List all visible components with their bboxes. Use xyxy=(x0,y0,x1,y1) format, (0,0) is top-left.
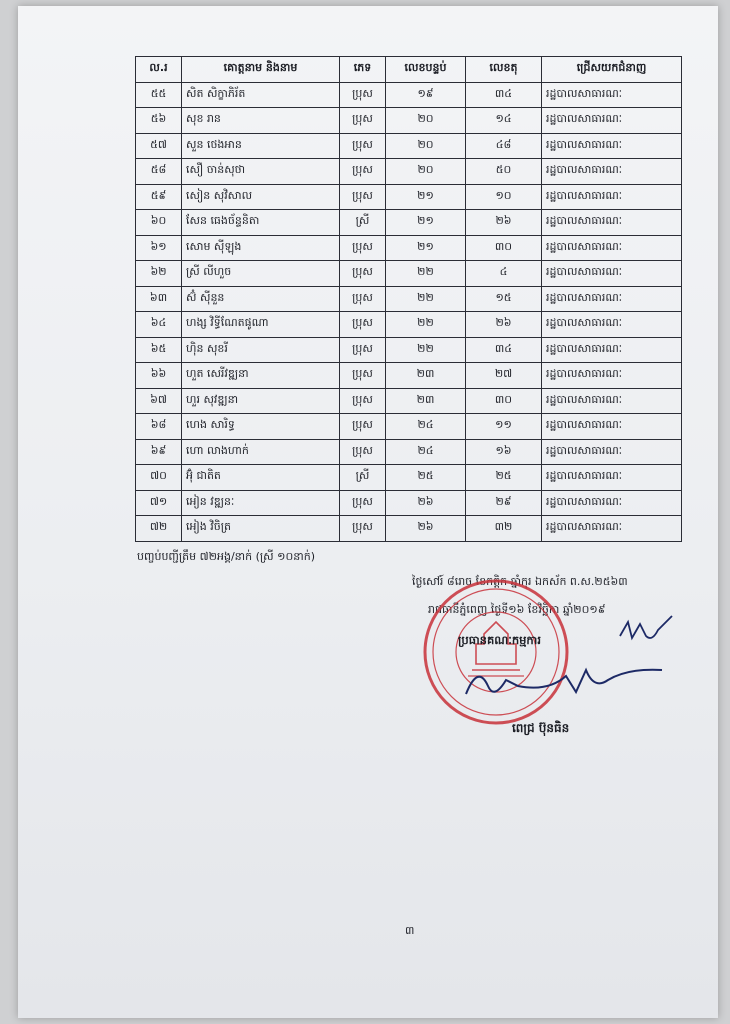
cell-no: ៦៨ xyxy=(136,414,182,440)
cell-room: ២១ xyxy=(386,235,466,261)
initial-signature xyxy=(616,612,676,646)
document-page xyxy=(18,6,718,1018)
cell-name: ហួរ សុវឌ្ឍនា xyxy=(182,388,340,414)
cell-desk: ២៦ xyxy=(466,312,542,338)
cell-name: អ៊ុំ ជាតិត xyxy=(182,465,340,491)
cell-major: រដ្ឋបាលសាធារណៈ xyxy=(542,363,682,389)
cell-major: រដ្ឋបាលសាធារណៈ xyxy=(542,465,682,491)
date-lunar: ថ្ងៃសៅរ៍ ៨រោច ខែកត្តិក ឆ្នាំកុរ ឯកស័ក ព.ស.២៥៦៣ xyxy=(412,575,628,588)
signer-title: ប្រធានគណៈកម្មការ xyxy=(458,633,542,647)
cell-no: ៥៦ xyxy=(136,108,182,134)
cell-room: ២០ xyxy=(386,159,466,185)
cell-sex: ប្រុស xyxy=(340,133,386,159)
header-name: គោត្តនាម និងនាម xyxy=(182,57,340,83)
cell-desk: ៣៤ xyxy=(466,337,542,363)
cell-major: រដ្ឋបាលសាធារណៈ xyxy=(542,490,682,516)
cell-sex: ប្រុស xyxy=(340,337,386,363)
cell-room: ១៩ xyxy=(386,82,466,108)
cell-desk: ៣២ xyxy=(466,516,542,542)
cell-room: ២៣ xyxy=(386,388,466,414)
cell-room: ២០ xyxy=(386,108,466,134)
cell-sex: ប្រុស xyxy=(340,363,386,389)
header-sex: ភេទ xyxy=(340,57,386,83)
cell-no: ៦៤ xyxy=(136,312,182,338)
cell-desk: ១១ xyxy=(466,414,542,440)
cell-desk: ១៦ xyxy=(466,439,542,465)
cell-major: រដ្ឋបាលសាធារណៈ xyxy=(542,133,682,159)
cell-sex: ប្រុស xyxy=(340,490,386,516)
cell-desk: ២៥ xyxy=(466,465,542,491)
cell-no: ៦៩ xyxy=(136,439,182,465)
cell-room: ២២ xyxy=(386,261,466,287)
cell-no: ៦១ xyxy=(136,235,182,261)
cell-desk: ៤ xyxy=(466,261,542,287)
table-row xyxy=(136,388,682,414)
cell-sex: ប្រុស xyxy=(340,108,386,134)
cell-sex: ប្រុស xyxy=(340,312,386,338)
signer-name: ពេជ្រ ប៊ុនធិន xyxy=(512,721,570,735)
table-row xyxy=(136,82,682,108)
cell-no: ៧០ xyxy=(136,465,182,491)
cell-name: សឿ ចាន់សុថា xyxy=(182,159,340,185)
cell-no: ៥៧ xyxy=(136,133,182,159)
table-row xyxy=(136,108,682,134)
header-major: ជ្រើសយកជំនាញ xyxy=(542,57,682,83)
header-no: ល.រ xyxy=(136,57,182,83)
cell-major: រដ្ឋបាលសាធារណៈ xyxy=(542,439,682,465)
cell-major: រដ្ឋបាលសាធារណៈ xyxy=(542,235,682,261)
cell-desk: ១៥ xyxy=(466,286,542,312)
cell-sex: ប្រុស xyxy=(340,516,386,542)
cell-major: រដ្ឋបាលសាធារណៈ xyxy=(542,82,682,108)
table-row xyxy=(136,465,682,491)
table-row xyxy=(136,337,682,363)
cell-room: ២២ xyxy=(386,337,466,363)
table-row xyxy=(136,363,682,389)
cell-major: រដ្ឋបាលសាធារណៈ xyxy=(542,108,682,134)
cell-major: រដ្ឋបាលសាធារណៈ xyxy=(542,210,682,236)
cell-sex: ប្រុស xyxy=(340,184,386,210)
cell-no: ៧១ xyxy=(136,490,182,516)
cell-room: ២៥ xyxy=(386,465,466,491)
table-row xyxy=(136,184,682,210)
cell-no: ៥៥ xyxy=(136,82,182,108)
candidate-table xyxy=(135,56,682,542)
cell-desk: ២៩ xyxy=(466,490,542,516)
header-desk: លេខតុ xyxy=(466,57,542,83)
cell-no: ៥៨ xyxy=(136,159,182,185)
cell-sex: ស្រី xyxy=(340,465,386,491)
cell-no: ៦៦ xyxy=(136,363,182,389)
cell-room: ២៦ xyxy=(386,516,466,542)
cell-sex: ប្រុស xyxy=(340,388,386,414)
cell-name: អៀន វឌ្ឍនៈ xyxy=(182,490,340,516)
cell-room: ២៣ xyxy=(386,363,466,389)
table-row xyxy=(136,286,682,312)
cell-room: ២៦ xyxy=(386,490,466,516)
table-row xyxy=(136,133,682,159)
cell-major: រដ្ឋបាលសាធារណៈ xyxy=(542,159,682,185)
cell-name: ស៊ំ ស៊ីនួន xyxy=(182,286,340,312)
cell-name: ហួត សេរីវឌ្ឍនា xyxy=(182,363,340,389)
cell-desk: ៣៤ xyxy=(466,82,542,108)
cell-name: សិត សិក្ខាភិរ័ត xyxy=(182,82,340,108)
cell-no: ៥៩ xyxy=(136,184,182,210)
cell-sex: ប្រុស xyxy=(340,159,386,185)
cell-name: សៀន សុវិសាល xyxy=(182,184,340,210)
cell-desk: ៤៨ xyxy=(466,133,542,159)
cell-room: ២១ xyxy=(386,184,466,210)
cell-name: ហង្ស វិទ្ធីណែតផូណា xyxy=(182,312,340,338)
cell-room: ២៤ xyxy=(386,439,466,465)
cell-name: ហ៊ិន សុខរី xyxy=(182,337,340,363)
table-row xyxy=(136,235,682,261)
table-row xyxy=(136,439,682,465)
cell-major: រដ្ឋបាលសាធារណៈ xyxy=(542,516,682,542)
cell-name: អៀង វិចិត្រ xyxy=(182,516,340,542)
cell-name: ហេង សារិទ្ធ xyxy=(182,414,340,440)
cell-sex: ប្រុស xyxy=(340,439,386,465)
table-row xyxy=(136,414,682,440)
table-row xyxy=(136,516,682,542)
cell-sex: ប្រុស xyxy=(340,235,386,261)
cell-desk: ១០ xyxy=(466,184,542,210)
cell-major: រដ្ឋបាលសាធារណៈ xyxy=(542,261,682,287)
cell-room: ២០ xyxy=(386,133,466,159)
cell-desk: ៥០ xyxy=(466,159,542,185)
cell-no: ៦៣ xyxy=(136,286,182,312)
cell-desk: ៣០ xyxy=(466,235,542,261)
handwritten-signature xyxy=(458,656,668,704)
cell-name: សែន ធេងច័ន្ទនិតា xyxy=(182,210,340,236)
page-number: ៣ xyxy=(405,924,415,937)
cell-desk: ២៧ xyxy=(466,363,542,389)
cell-room: ២២ xyxy=(386,286,466,312)
table-row xyxy=(136,312,682,338)
cell-name: សុខ រាន xyxy=(182,108,340,134)
table-row xyxy=(136,159,682,185)
table-row xyxy=(136,210,682,236)
cell-room: ២២ xyxy=(386,312,466,338)
cell-major: រដ្ឋបាលសាធារណៈ xyxy=(542,388,682,414)
cell-desk: ២៦ xyxy=(466,210,542,236)
cell-name: ហោ លាងហាក់ xyxy=(182,439,340,465)
cell-major: រដ្ឋបាលសាធារណៈ xyxy=(542,312,682,338)
cell-name: សួន ថេងអាន xyxy=(182,133,340,159)
cell-no: ៦៧ xyxy=(136,388,182,414)
cell-major: រដ្ឋបាលសាធារណៈ xyxy=(542,184,682,210)
cell-no: ៦២ xyxy=(136,261,182,287)
cell-no: ៧២ xyxy=(136,516,182,542)
cell-sex: ប្រុស xyxy=(340,414,386,440)
cell-major: រដ្ឋបាលសាធារណៈ xyxy=(542,286,682,312)
header-room: លេខបន្ទប់ xyxy=(386,57,466,83)
cell-sex: ប្រុស xyxy=(340,286,386,312)
cell-name: ស្រី លីហួច xyxy=(182,261,340,287)
cell-sex: ស្រី xyxy=(340,210,386,236)
cell-sex: ប្រុស xyxy=(340,82,386,108)
cell-no: ៦០ xyxy=(136,210,182,236)
cell-sex: ប្រុស xyxy=(340,261,386,287)
cell-room: ២១ xyxy=(386,210,466,236)
cell-major: រដ្ឋបាលសាធារណៈ xyxy=(542,337,682,363)
cell-no: ៦៥ xyxy=(136,337,182,363)
cell-room: ២៤ xyxy=(386,414,466,440)
table-header-row xyxy=(136,57,682,83)
date-solar: រាជធានីភ្នំពេញ ថ្ងៃទី១៦ ខែវិច្ឆិកា ឆ្នាំ២០១៩ xyxy=(428,603,606,616)
cell-desk: ៣០ xyxy=(466,388,542,414)
cell-name: សោម ស៊ីឡុង xyxy=(182,235,340,261)
cell-major: រដ្ឋបាលសាធារណៈ xyxy=(542,414,682,440)
table-row xyxy=(136,261,682,287)
cell-desk: ១៤ xyxy=(466,108,542,134)
list-summary: បញ្ចប់បញ្ជីត្រឹម ៧២អង្គ/នាក់ (ស្រី ១០នាក់) xyxy=(137,550,316,563)
table-row xyxy=(136,490,682,516)
